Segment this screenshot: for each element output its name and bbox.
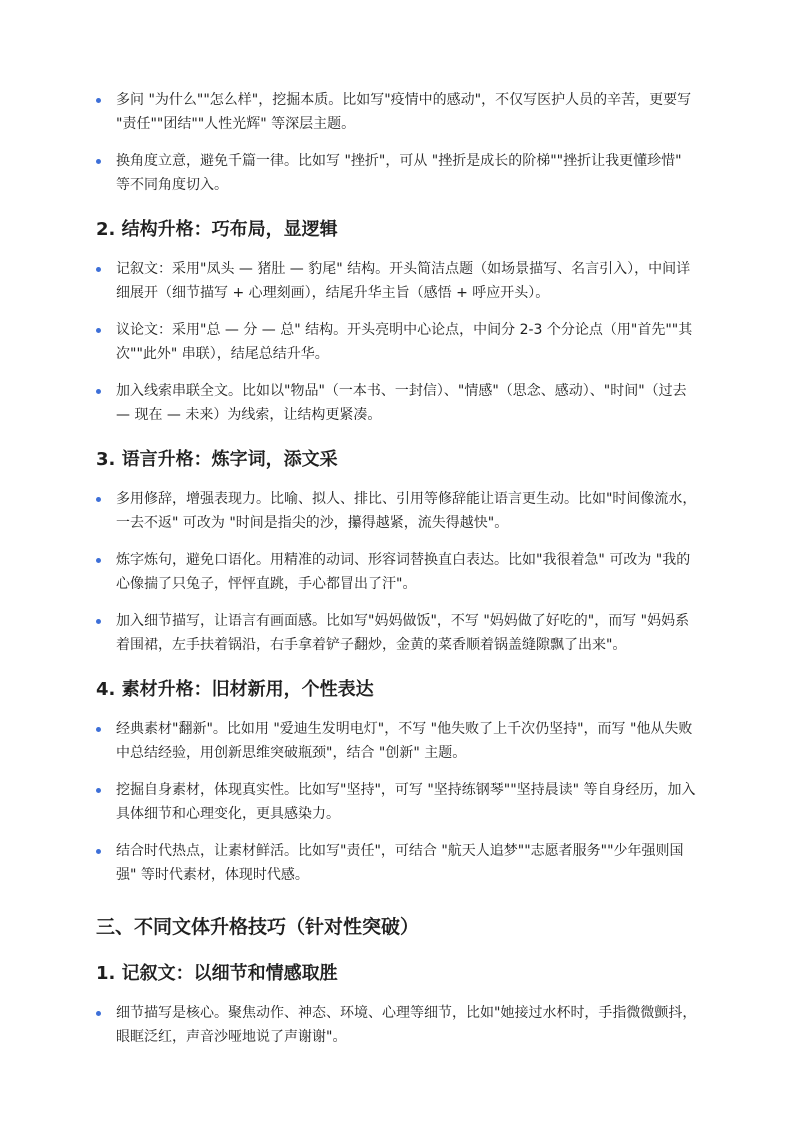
heading-structure: 2. 结构升格：巧布局，显逻辑 xyxy=(96,219,338,240)
bullet-icon xyxy=(96,619,101,624)
heading-material: 4. 素材升格：旧材新用，个性表达 xyxy=(96,679,374,700)
list-item xyxy=(96,839,698,887)
list-item xyxy=(96,88,698,136)
list-item-text: 经典素材"翻新"。比如用 "爱迪生发明电灯"，不写 "他失败了上千次仍坚持"，而写 "他从失败中总结经验，用创新思维突破瓶颈"，结合 "创新" 主题。 xyxy=(116,721,693,761)
list-item-text: 结合时代热点，让素材鲜活。比如写"责任"，可结合 "航天人追梦""志愿者服务""少年强则国强" 等时代素材，体现时代感。 xyxy=(116,843,684,883)
language-list xyxy=(96,487,698,657)
list-item-text: 多用修辞，增强表现力。比喻、拟人、排比、引用等修辞能让语言更生动。比如"时间像流水，一去不返" 可改为 "时间是指尖的沙，攥得越紧，流失得越快"。 xyxy=(116,491,697,531)
bullet-icon xyxy=(96,328,101,333)
structure-list xyxy=(96,257,698,427)
list-item-text: 炼字炼句，避免口语化。用精准的动词、形容词替换直白表达。比如"我很着急" 可改为 "我的心像揣了只兔子，怦怦直跳，手心都冒出了汗"。 xyxy=(116,552,691,592)
bullet-icon xyxy=(96,1011,101,1016)
bullet-icon xyxy=(96,267,101,272)
list-item-text: 加入线索串联全文。比如以"物品"（一本书、一封信）、"情感"（思念、感动）、"时间"（过去 — 现在 — 未来）为线索，让结构更紧凑。 xyxy=(116,383,687,423)
list-item-text: 议论文：采用"总 — 分 — 总" 结构。开头亮明中心论点，中间分 2-3 个分论点（用"首先""其次""此外" 串联），结尾总结升华。 xyxy=(116,322,693,362)
list-item xyxy=(96,778,698,826)
bullet-icon xyxy=(96,389,101,394)
list-item-text: 挖掘自身素材，体现真实性。比如写"坚持"，可写 "坚持练钢琴""坚持晨读" 等自身经历，加入具体细节和心理变化，更具感染力。 xyxy=(116,782,696,822)
bullet-icon xyxy=(96,497,101,502)
list-item xyxy=(96,379,698,427)
list-item-text: 加入细节描写，让语言有画面感。比如写"妈妈做饭"，不写 "妈妈做了好吃的"，而写 "妈妈系着围裙，左手扶着锅沿，右手拿着铲子翻炒，金黄的菜香顺着锅盖缝隙飘了出来"。 xyxy=(116,613,690,653)
narrative-list xyxy=(96,1001,698,1049)
list-item xyxy=(96,1001,698,1049)
list-item xyxy=(96,149,698,197)
list-item xyxy=(96,717,698,765)
list-item xyxy=(96,487,698,535)
bullet-icon xyxy=(96,98,101,103)
list-item xyxy=(96,318,698,366)
list-item-text: 细节描写是核心。聚焦动作、神态、环境、心理等细节，比如"她接过水杯时，手指微微颤抖，眼眶泛红，声音沙哑地说了声谢谢"。 xyxy=(116,1005,697,1045)
material-list xyxy=(96,717,698,887)
list-item xyxy=(96,609,698,657)
intro-list xyxy=(96,88,698,197)
heading-section-three: 三、不同文体升格技巧（针对性突破） xyxy=(96,916,420,938)
list-item xyxy=(96,548,698,596)
list-item xyxy=(96,257,698,305)
list-item-text: 多问 "为什么""怎么样"，挖掘本质。比如写"疫情中的感动"，不仅写医护人员的辛苦，更要写 "责任""团结""人性光辉" 等深层主题。 xyxy=(116,92,692,132)
list-item-text: 换角度立意，避免千篇一律。比如写 "挫折"，可从 "挫折是成长的阶梯""挫折让我更懂珍惜" 等不同角度切入。 xyxy=(116,153,682,193)
bullet-icon xyxy=(96,727,101,732)
bullet-icon xyxy=(96,159,101,164)
bullet-icon xyxy=(96,849,101,854)
bullet-icon xyxy=(96,558,101,563)
list-item-text: 记叙文：采用"凤头 — 猪肚 — 豹尾" 结构。开头简洁点题（如场景描写、名言引入），中间详细展开（细节描写 + 心理刻画），结尾升华主旨（感悟 + 呼应开头）。 xyxy=(116,261,691,301)
heading-language: 3. 语言升格：炼字词，添文采 xyxy=(96,449,338,470)
heading-narrative: 1. 记叙文：以细节和情感取胜 xyxy=(96,963,338,984)
bullet-icon xyxy=(96,788,101,793)
